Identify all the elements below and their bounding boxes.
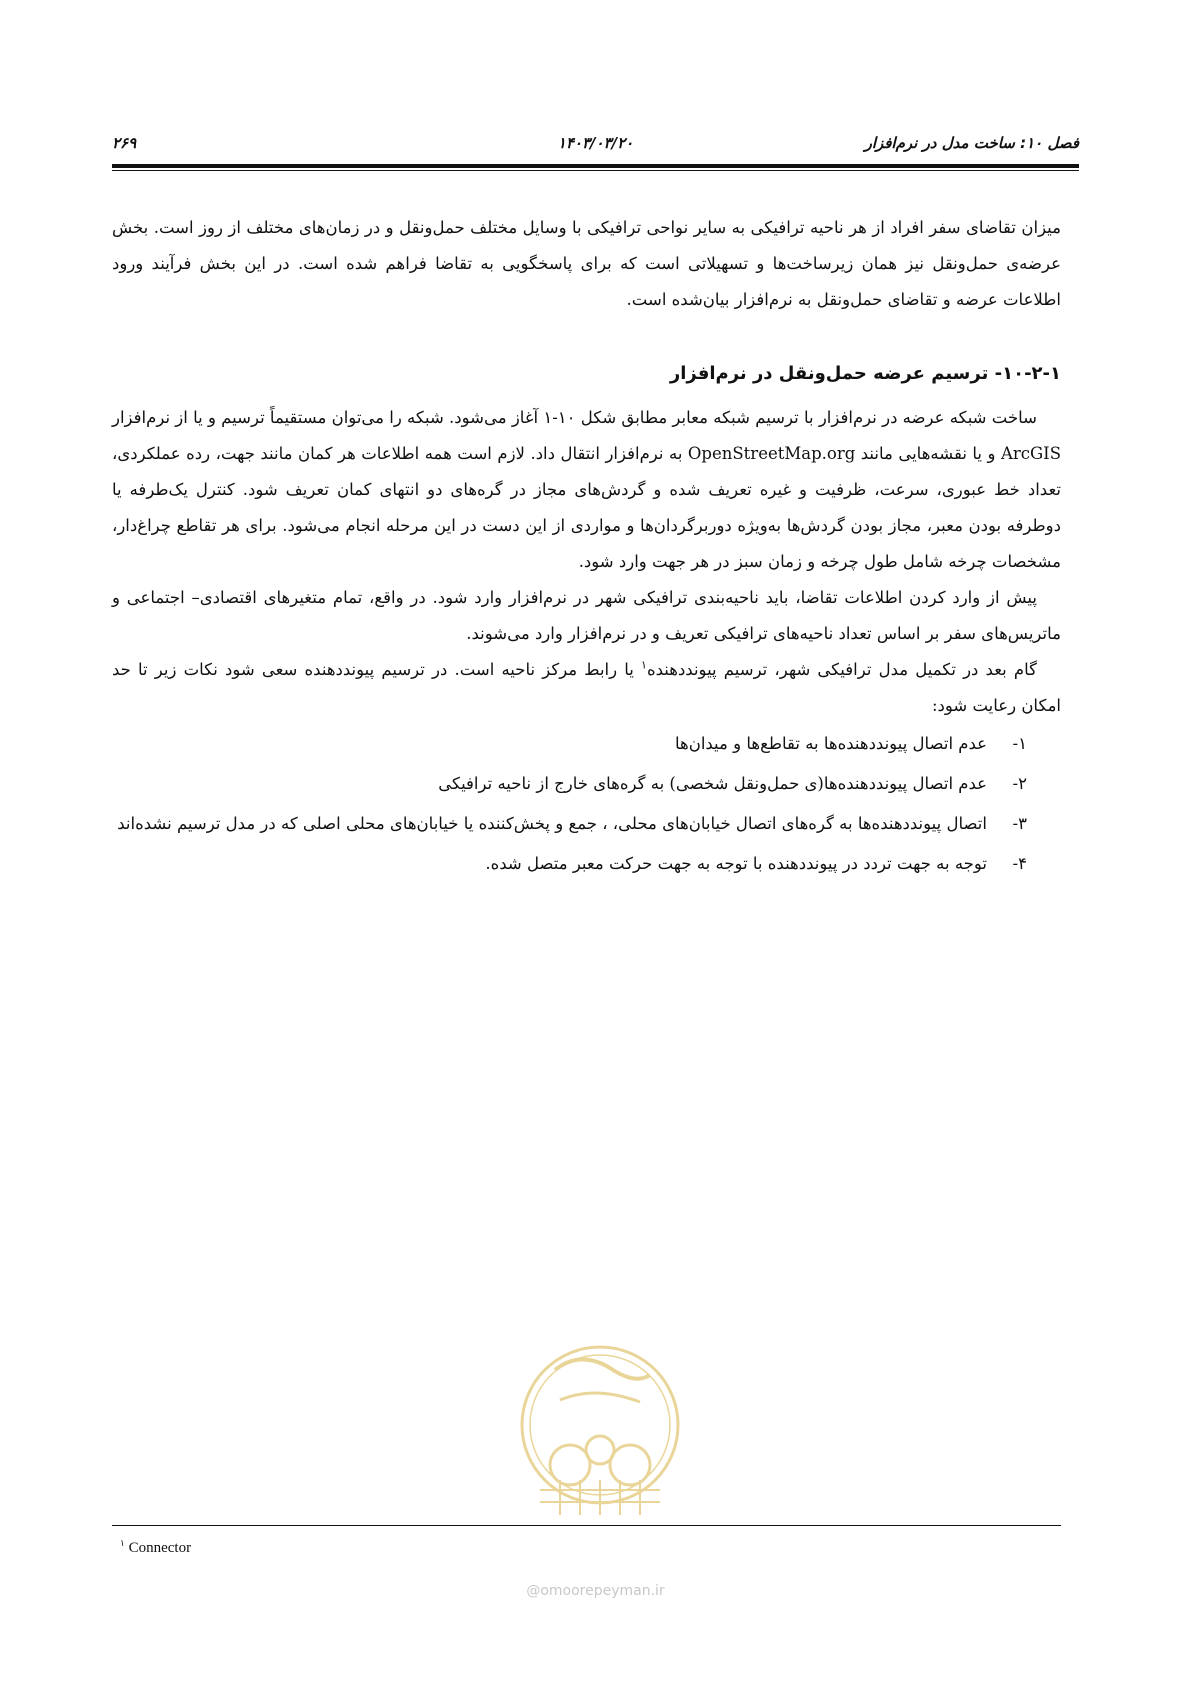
paragraph-demand: پیش از وارد کردن اطلاعات تقاضا، باید ناحیه‌بندی ترافیکی شهر در نرم‌افزار وارد شود. در واقع، تمام متغیرهای اقتصادی– اجتماعی و ماتریس‌های سفر بر اساس تعداد ناحیه‌های ترافیکی تعریف و در نرم‌افزار وارد می‌شوند.: [112, 588, 1061, 643]
paragraph-network: ساخت شبکه عرضه در نرم‌افزار با ترسیم شبکه معابر مطابق شکل ۱۰-۱ آغاز می‌شود. شبکه را می‌توان مستقیماً ترسیم و یا از نرم‌افزار ArcGIS و یا نقشه‌هایی مانند OpenStreetMap.org به نرم‌افزار انتقال داد. لازم است همه اطلاعات هر کمان مانند جهت، رده عملکردی، تعداد خط عبوری، سرعت، ظرفیت و غیره تعریف شده و گردش‌های مجاز در گره‌های دو انتهای کمان تعریف شود. کنترل یک‌طرفه یا دوطرفه بودن معبر، مجاز بودن گردش‌ها به‌ویژه دوربرگردان‌ها و مواردی از این دست در این مرحله انجام می‌شود. برای هر تقاطع چراغ‌دار، مشخصات چرخه شامل طول چرخه و زمان سبز در هر جهت وارد شود.: [112, 408, 1061, 571]
section-title: ترسیم عرضه حمل‌ونقل در نرم‌افزار: [669, 363, 989, 384]
list-text: اتصال پیونددهنده‌ها به گره‌های اتصال خیابان‌های محلی، ، جمع و پخش‌کننده یا خیابان‌های محلی اصلی که در مدل ترسیم نشده‌اند: [117, 814, 987, 833]
footnote-divider: [112, 1525, 1061, 1526]
list-item: [112, 806, 1027, 842]
section-number: ۱۰-۲-۱-: [994, 363, 1061, 384]
header-rule-thin: [112, 170, 1079, 171]
header-date: ۱۴۰۳/۰۳/۲۰: [557, 134, 634, 152]
intro-paragraph: میزان تقاضای سفر افراد از هر ناحیه ترافیکی به سایر نواحی ترافیکی با وسایل مختلف حمل‌ونقل و در زمان‌های مختلف از روز است. بخش عرضه‌ی حمل‌ونقل نیز همان زیرساخت‌ها و تسهیلاتی است که برای پاسخگویی به تقاضا فراهم شده است. در این بخش فرآیند ورود اطلاعات عرضه و تقاضای حمل‌ونقل به نرم‌افزار بیان‌شده است.: [112, 218, 1061, 309]
list-number: ۱-: [1012, 734, 1027, 753]
watermark-url: @omoorepeyman.ir: [526, 1583, 665, 1599]
footnote-reference[interactable]: ۱: [641, 658, 647, 672]
list-item: [112, 766, 1027, 802]
footnote-text: Connector: [128, 1540, 192, 1556]
list-number: ۳-: [1012, 814, 1027, 833]
list-number: ۴-: [1012, 854, 1027, 873]
page-number: ۲۶۹: [112, 134, 137, 152]
publisher-seal-watermark: [500, 1330, 700, 1530]
list-text: توجه به جهت تردد در پیونددهنده با توجه به جهت حرکت معبر متصل شده.: [485, 854, 987, 873]
running-header: [112, 128, 1079, 164]
list-text: عدم اتصال پیونددهنده‌ها(ی حمل‌ونقل شخصی) به گره‌های خارج از ناحیه ترافیکی: [438, 774, 987, 793]
list-text: عدم اتصال پیونددهنده‌ها به تقاطع‌ها و میدان‌ها: [674, 734, 987, 753]
footnote-mark: ۱: [120, 1538, 125, 1548]
section-heading: [112, 356, 1061, 392]
connector-text-start: گام بعد در تکمیل مدل ترافیکی شهر، ترسیم پیونددهنده: [646, 660, 1038, 679]
paragraph-connector: [112, 652, 1061, 724]
list-number: ۲-: [1012, 774, 1027, 793]
header-rule-thick: [112, 164, 1079, 168]
list-item: [112, 726, 1027, 762]
list-item: [112, 846, 1027, 882]
connector-text-end: یا رابط مرکز ناحیه است. در ترسیم پیونددهنده سعی شود نکات زیر تا حد امکان رعایت شود:: [112, 660, 1061, 715]
chapter-title: فصل ۱۰: ساخت مدل در نرم‌افزار: [864, 134, 1079, 152]
connector-rules-list: [112, 726, 1027, 882]
page-body: [112, 210, 1061, 886]
footnote: [120, 1540, 191, 1557]
